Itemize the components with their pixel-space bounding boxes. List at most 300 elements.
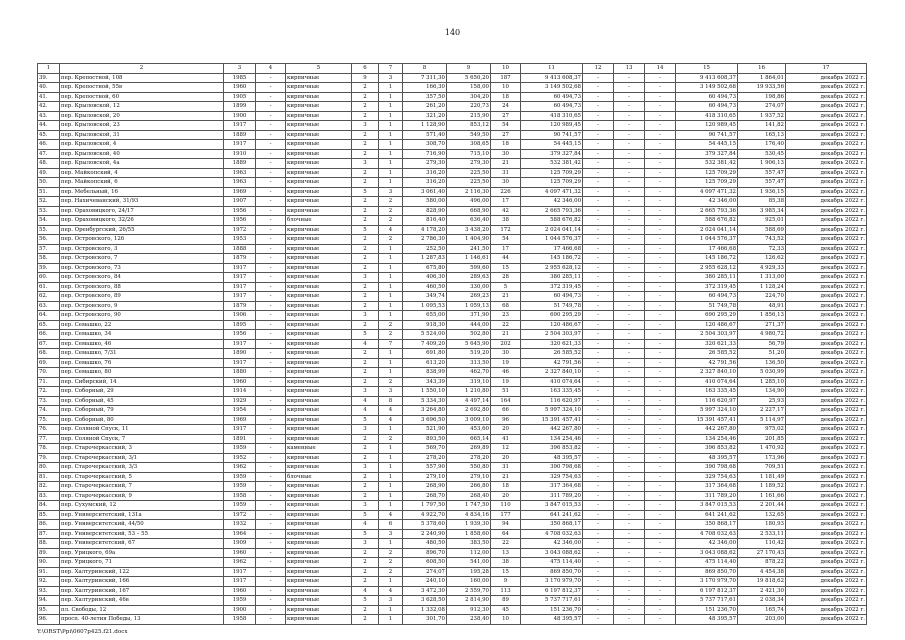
cell-row-number: 82. bbox=[38, 482, 60, 492]
table-row bbox=[38, 434, 867, 444]
cell-total-area: 4 178,20 bbox=[403, 225, 447, 235]
cell-col-14: - bbox=[645, 520, 676, 530]
cell-address: пер. Ораховицкого, 24/17 bbox=[60, 206, 224, 216]
table-row bbox=[38, 254, 867, 264]
cell-col-13: - bbox=[614, 263, 645, 273]
cell-col-14: - bbox=[645, 491, 676, 501]
cell-col-12: - bbox=[583, 178, 614, 188]
cell-col-4: - bbox=[256, 92, 286, 102]
cell-living-area: 2 116,30 bbox=[447, 187, 491, 197]
cell-residents: 30 bbox=[491, 349, 521, 359]
cell-year-built: 1879 bbox=[224, 254, 256, 264]
cell-cost-total: 145 186,72 bbox=[521, 254, 583, 264]
cell-col-12: - bbox=[583, 586, 614, 596]
cell-cost-per-sqm: 198,86 bbox=[738, 92, 786, 102]
cell-entrances: 1 bbox=[379, 178, 403, 188]
cell-col-12: - bbox=[583, 501, 614, 511]
cell-col-14: - bbox=[645, 615, 676, 625]
cell-col-4: - bbox=[256, 406, 286, 416]
cell-total-area: 343,39 bbox=[403, 377, 447, 387]
cell-deadline: декабрь 2022 г. bbox=[786, 83, 867, 93]
cell-cost-total: 2 665 793,36 bbox=[521, 206, 583, 216]
cell-residents: 38 bbox=[491, 558, 521, 568]
cell-year-built: 1907 bbox=[224, 197, 256, 207]
cell-address: пер. Семашко, 46 bbox=[60, 339, 224, 349]
cell-living-area: 549,50 bbox=[447, 130, 491, 140]
cell-col-4: - bbox=[256, 472, 286, 482]
cell-row-number: 85. bbox=[38, 510, 60, 520]
cell-cost-total: 690 295,29 bbox=[521, 311, 583, 321]
table-row bbox=[38, 320, 867, 330]
cell-residents: 22 bbox=[491, 539, 521, 549]
cell-address: пер. Островского, 73 bbox=[60, 263, 224, 273]
cell-address: пер. Крепостной, 60 bbox=[60, 92, 224, 102]
cell-cost-total: 3 149 502,68 bbox=[521, 83, 583, 93]
cell-entrances: 1 bbox=[379, 292, 403, 302]
cell-cost-final: 120 989,45 bbox=[676, 121, 738, 131]
document-file-path: Y:\ORST\Ppi\0607p425.f21.docx bbox=[37, 629, 128, 635]
cell-cost-final: 48 395,57 bbox=[676, 615, 738, 625]
cell-cost-final: 54 445,15 bbox=[676, 140, 738, 150]
cell-total-area: 7 409,20 bbox=[403, 339, 447, 349]
cell-col-12: - bbox=[583, 444, 614, 454]
cell-entrances: 4 bbox=[379, 510, 403, 520]
table-row bbox=[38, 149, 867, 159]
cell-residents: 38 bbox=[491, 216, 521, 226]
cell-address: пер. Университетский, 67 bbox=[60, 539, 224, 549]
cell-row-number: 78. bbox=[38, 444, 60, 454]
cell-cost-total: 17 466,68 bbox=[521, 244, 583, 254]
cell-col-14: - bbox=[645, 415, 676, 425]
cell-col-14: - bbox=[645, 197, 676, 207]
cell-wall-material: кирпичные bbox=[286, 406, 352, 416]
cell-cost-final: 134 254,46 bbox=[676, 434, 738, 444]
cell-row-number: 51. bbox=[38, 187, 60, 197]
cell-address: пер. Крыловской, 31 bbox=[60, 130, 224, 140]
cell-deadline: декабрь 2022 г. bbox=[786, 491, 867, 501]
cell-floors: 5 bbox=[352, 187, 379, 197]
cell-floors: 2 bbox=[352, 567, 379, 577]
cell-floors: 2 bbox=[352, 472, 379, 482]
cell-cost-final: 2 504 303,97 bbox=[676, 330, 738, 340]
cell-col-4: - bbox=[256, 368, 286, 378]
cell-address: пер. Соляной Спуск, 11 bbox=[60, 425, 224, 435]
cell-cost-total: 134 254,46 bbox=[521, 434, 583, 444]
cell-entrances: 4 bbox=[379, 225, 403, 235]
cell-residents: 41 bbox=[491, 434, 521, 444]
cell-address: пер. Крыловской, 23 bbox=[60, 121, 224, 131]
cell-deadline: декабрь 2022 г. bbox=[786, 444, 867, 454]
cell-col-12: - bbox=[583, 358, 614, 368]
cell-year-built: 1879 bbox=[224, 301, 256, 311]
column-number-11: 11 bbox=[521, 64, 583, 74]
cell-total-area: 5 334,30 bbox=[403, 396, 447, 406]
cell-entrances: 1 bbox=[379, 159, 403, 169]
cell-col-4: - bbox=[256, 415, 286, 425]
cell-entrances: 3 bbox=[379, 529, 403, 539]
cell-residents: 177 bbox=[491, 510, 521, 520]
cell-wall-material: кирпичные bbox=[286, 73, 352, 83]
cell-wall-material: кирпичные bbox=[286, 254, 352, 264]
cell-wall-material: кирпичные bbox=[286, 235, 352, 245]
table-row bbox=[38, 244, 867, 254]
cell-col-14: - bbox=[645, 425, 676, 435]
cell-deadline: декабрь 2022 г. bbox=[786, 377, 867, 387]
cell-cost-final: 475 114,40 bbox=[676, 558, 738, 568]
cell-entrances: 1 bbox=[379, 605, 403, 615]
table-row bbox=[38, 140, 867, 150]
cell-cost-total: 1 044 576,37 bbox=[521, 235, 583, 245]
cell-entrances: 1 bbox=[379, 491, 403, 501]
cell-cost-final: 320 621,33 bbox=[676, 339, 738, 349]
cell-deadline: декабрь 2022 г. bbox=[786, 520, 867, 530]
table-row bbox=[38, 130, 867, 140]
cell-wall-material: кирпичные bbox=[286, 121, 352, 131]
cell-col-14: - bbox=[645, 178, 676, 188]
cell-cost-total: 641 241,62 bbox=[521, 510, 583, 520]
cell-entrances: 2 bbox=[379, 567, 403, 577]
cell-wall-material: кирпичные bbox=[286, 301, 352, 311]
cell-address: пер. Майкопский, 4 bbox=[60, 168, 224, 178]
cell-address: пер. Урицкого, 69а bbox=[60, 548, 224, 558]
cell-col-13: - bbox=[614, 130, 645, 140]
cell-year-built: 1880 bbox=[224, 368, 256, 378]
cell-floors: 2 bbox=[352, 491, 379, 501]
table-row bbox=[38, 358, 867, 368]
cell-address: пер. Нахичеванский, 31/93 bbox=[60, 197, 224, 207]
cell-col-13: - bbox=[614, 339, 645, 349]
cell-total-area: 316,20 bbox=[403, 178, 447, 188]
cell-deadline: декабрь 2022 г. bbox=[786, 596, 867, 606]
cell-wall-material: кирпичные bbox=[286, 539, 352, 549]
cell-total-area: 691,80 bbox=[403, 349, 447, 359]
cell-total-area: 268,90 bbox=[403, 482, 447, 492]
cell-deadline: декабрь 2022 г. bbox=[786, 263, 867, 273]
cell-year-built: 1962 bbox=[224, 558, 256, 568]
cell-col-13: - bbox=[614, 330, 645, 340]
cell-entrances: 3 bbox=[379, 187, 403, 197]
cell-col-14: - bbox=[645, 140, 676, 150]
cell-col-14: - bbox=[645, 254, 676, 264]
cell-entrances: 1 bbox=[379, 539, 403, 549]
cell-col-4: - bbox=[256, 453, 286, 463]
cell-total-area: 2 240,90 bbox=[403, 529, 447, 539]
column-number-9: 9 bbox=[447, 64, 491, 74]
cell-col-4: - bbox=[256, 244, 286, 254]
cell-col-13: - bbox=[614, 187, 645, 197]
cell-cost-per-sqm: 1 128,24 bbox=[738, 282, 786, 292]
cell-deadline: декабрь 2022 г. bbox=[786, 159, 867, 169]
cell-entrances: 1 bbox=[379, 368, 403, 378]
cell-address: пер. Майкопский, 6 bbox=[60, 178, 224, 188]
cell-col-14: - bbox=[645, 320, 676, 330]
cell-col-14: - bbox=[645, 501, 676, 511]
cell-row-number: 77. bbox=[38, 434, 60, 444]
cell-living-area: 1 858,60 bbox=[447, 529, 491, 539]
cell-cost-final: 60 494,73 bbox=[676, 102, 738, 112]
cell-address: пл. Свободы, 12 bbox=[60, 605, 224, 615]
cell-wall-material: кирпичные bbox=[286, 596, 352, 606]
cell-cost-total: 60 494,73 bbox=[521, 102, 583, 112]
cell-deadline: декабрь 2022 г. bbox=[786, 529, 867, 539]
cell-deadline: декабрь 2022 г. bbox=[786, 358, 867, 368]
cell-row-number: 93. bbox=[38, 586, 60, 596]
cell-deadline: декабрь 2022 г. bbox=[786, 320, 867, 330]
table-row bbox=[38, 605, 867, 615]
cell-col-13: - bbox=[614, 501, 645, 511]
cell-wall-material: кирпичные bbox=[286, 463, 352, 473]
cell-residents: 19 bbox=[491, 358, 521, 368]
cell-living-area: 266,80 bbox=[447, 482, 491, 492]
cell-wall-material: блочные bbox=[286, 216, 352, 226]
cell-cost-per-sqm: 975,02 bbox=[738, 425, 786, 435]
cell-col-13: - bbox=[614, 178, 645, 188]
cell-address: пер. Островского, 7 bbox=[60, 254, 224, 264]
cell-col-13: - bbox=[614, 273, 645, 283]
cell-col-12: - bbox=[583, 491, 614, 501]
cell-cost-final: 163 335,45 bbox=[676, 387, 738, 397]
cell-address: пер. Крыловской, 4а bbox=[60, 159, 224, 169]
cell-wall-material: кирпичные bbox=[286, 387, 352, 397]
cell-row-number: 94. bbox=[38, 596, 60, 606]
cell-cost-total: 390 798,68 bbox=[521, 463, 583, 473]
cell-col-12: - bbox=[583, 615, 614, 625]
cell-col-4: - bbox=[256, 501, 286, 511]
cell-row-number: 66. bbox=[38, 330, 60, 340]
cell-col-12: - bbox=[583, 320, 614, 330]
cell-col-4: - bbox=[256, 273, 286, 283]
cell-col-12: - bbox=[583, 349, 614, 359]
cell-entrances: 1 bbox=[379, 83, 403, 93]
cell-cost-final: 15 391 457,41 bbox=[676, 415, 738, 425]
cell-deadline: декабрь 2022 г. bbox=[786, 339, 867, 349]
cell-col-14: - bbox=[645, 567, 676, 577]
cell-cost-final: 641 241,62 bbox=[676, 510, 738, 520]
cell-entrances: 1 bbox=[379, 149, 403, 159]
cell-col-4: - bbox=[256, 235, 286, 245]
cell-col-12: - bbox=[583, 244, 614, 254]
cell-total-area: 316,20 bbox=[403, 168, 447, 178]
column-number-7: 7 bbox=[379, 64, 403, 74]
cell-col-4: - bbox=[256, 301, 286, 311]
cell-col-12: - bbox=[583, 605, 614, 615]
cell-cost-total: 379 327,84 bbox=[521, 149, 583, 159]
cell-address: пер. Халтуринский, 122 bbox=[60, 567, 224, 577]
cell-residents: 30 bbox=[491, 178, 521, 188]
cell-cost-per-sqm: 201,85 bbox=[738, 434, 786, 444]
cell-year-built: 1956 bbox=[224, 206, 256, 216]
cell-col-14: - bbox=[645, 187, 676, 197]
cell-wall-material: кирпичные bbox=[286, 586, 352, 596]
cell-cost-total: 869 850,70 bbox=[521, 567, 583, 577]
cell-deadline: декабрь 2022 г. bbox=[786, 472, 867, 482]
cell-living-area: 715,10 bbox=[447, 149, 491, 159]
cell-living-area: 225,50 bbox=[447, 178, 491, 188]
cell-cost-final: 90 741,57 bbox=[676, 130, 738, 140]
cell-cost-per-sqm: 1 856,13 bbox=[738, 311, 786, 321]
cell-col-14: - bbox=[645, 149, 676, 159]
cell-cost-per-sqm: 1 937,52 bbox=[738, 111, 786, 121]
cell-year-built: 1985 bbox=[224, 73, 256, 83]
column-number-2: 2 bbox=[60, 64, 224, 74]
cell-residents: 21 bbox=[491, 472, 521, 482]
cell-floors: 5 bbox=[352, 415, 379, 425]
cell-entrances: 3 bbox=[379, 387, 403, 397]
cell-deadline: декабрь 2022 г. bbox=[786, 605, 867, 615]
cell-col-12: - bbox=[583, 159, 614, 169]
table-row bbox=[38, 92, 867, 102]
table-row bbox=[38, 282, 867, 292]
housing-table bbox=[37, 63, 867, 625]
cell-living-area: 289,63 bbox=[447, 273, 491, 283]
cell-row-number: 80. bbox=[38, 463, 60, 473]
cell-cost-final: 42 346,00 bbox=[676, 539, 738, 549]
cell-living-area: 330,00 bbox=[447, 282, 491, 292]
cell-cost-per-sqm: 1 864,01 bbox=[738, 73, 786, 83]
cell-cost-final: 6 197 812,37 bbox=[676, 586, 738, 596]
cell-col-13: - bbox=[614, 140, 645, 150]
cell-total-area: 268,70 bbox=[403, 491, 447, 501]
cell-living-area: 195,28 bbox=[447, 567, 491, 577]
cell-address: пер. Университетский, 44/50 bbox=[60, 520, 224, 530]
table-row bbox=[38, 187, 867, 197]
cell-year-built: 1969 bbox=[224, 187, 256, 197]
cell-col-4: - bbox=[256, 425, 286, 435]
cell-address: пер. Крыловской, 20 bbox=[60, 111, 224, 121]
cell-col-4: - bbox=[256, 292, 286, 302]
cell-col-12: - bbox=[583, 434, 614, 444]
cell-year-built: 1905 bbox=[224, 92, 256, 102]
cell-total-area: 261,20 bbox=[403, 102, 447, 112]
cell-cost-final: 2 327 840,10 bbox=[676, 368, 738, 378]
cell-col-12: - bbox=[583, 482, 614, 492]
cell-total-area: 279,30 bbox=[403, 159, 447, 169]
cell-cost-total: 60 494,73 bbox=[521, 292, 583, 302]
cell-col-14: - bbox=[645, 130, 676, 140]
cell-col-13: - bbox=[614, 406, 645, 416]
cell-deadline: декабрь 2022 г. bbox=[786, 254, 867, 264]
cell-row-number: 44. bbox=[38, 121, 60, 131]
cell-wall-material: кирпичные bbox=[286, 425, 352, 435]
cell-col-14: - bbox=[645, 339, 676, 349]
cell-address: пер. Мебельный, 16 bbox=[60, 187, 224, 197]
cell-living-area: 2 559,70 bbox=[447, 586, 491, 596]
cell-wall-material: кирпичные bbox=[286, 187, 352, 197]
column-number-5: 5 bbox=[286, 64, 352, 74]
cell-cost-total: 311 789,20 bbox=[521, 491, 583, 501]
cell-entrances: 1 bbox=[379, 130, 403, 140]
cell-address: пер. Островского, 88 bbox=[60, 282, 224, 292]
cell-address: пер. Халтуринский, 166 bbox=[60, 577, 224, 587]
cell-col-14: - bbox=[645, 349, 676, 359]
cell-floors: 2 bbox=[352, 92, 379, 102]
cell-row-number: 55. bbox=[38, 225, 60, 235]
table-row bbox=[38, 339, 867, 349]
cell-cost-final: 5 737 717,61 bbox=[676, 596, 738, 606]
column-number-8: 8 bbox=[403, 64, 447, 74]
cell-residents: 18 bbox=[491, 482, 521, 492]
cell-entrances: 2 bbox=[379, 216, 403, 226]
table-row bbox=[38, 273, 867, 283]
cell-living-area: 519,20 bbox=[447, 349, 491, 359]
cell-row-number: 59. bbox=[38, 263, 60, 273]
cell-floors: 2 bbox=[352, 482, 379, 492]
cell-residents: 19 bbox=[491, 377, 521, 387]
cell-floors: 4 bbox=[352, 396, 379, 406]
cell-col-12: - bbox=[583, 73, 614, 83]
cell-total-area: 896,70 bbox=[403, 548, 447, 558]
column-number-15: 15 bbox=[676, 64, 738, 74]
cell-floors: 4 bbox=[352, 586, 379, 596]
cell-residents: 64 bbox=[491, 529, 521, 539]
cell-col-14: - bbox=[645, 396, 676, 406]
cell-cost-per-sqm: 2 533,11 bbox=[738, 529, 786, 539]
cell-year-built: 1917 bbox=[224, 121, 256, 131]
cell-year-built: 1914 bbox=[224, 387, 256, 397]
cell-entrances: 2 bbox=[379, 330, 403, 340]
cell-living-area: 279,30 bbox=[447, 159, 491, 169]
cell-floors: 3 bbox=[352, 159, 379, 169]
cell-col-13: - bbox=[614, 83, 645, 93]
cell-deadline: декабрь 2022 г. bbox=[786, 330, 867, 340]
cell-deadline: декабрь 2022 г. bbox=[786, 415, 867, 425]
cell-col-4: - bbox=[256, 121, 286, 131]
cell-wall-material: кирпичные bbox=[286, 140, 352, 150]
cell-cost-per-sqm: 1 906,13 bbox=[738, 159, 786, 169]
cell-cost-total: 116 620,97 bbox=[521, 396, 583, 406]
cell-year-built: 1910 bbox=[224, 149, 256, 159]
cell-floors: 2 bbox=[352, 292, 379, 302]
cell-total-area: 838,99 bbox=[403, 368, 447, 378]
cell-col-12: - bbox=[583, 263, 614, 273]
cell-year-built: 1906 bbox=[224, 311, 256, 321]
cell-row-number: 60. bbox=[38, 273, 60, 283]
cell-year-built: 1969 bbox=[224, 415, 256, 425]
cell-wall-material: кирпичные bbox=[286, 368, 352, 378]
cell-col-4: - bbox=[256, 520, 286, 530]
cell-col-12: - bbox=[583, 387, 614, 397]
cell-row-number: 83. bbox=[38, 491, 60, 501]
cell-col-14: - bbox=[645, 292, 676, 302]
cell-col-14: - bbox=[645, 529, 676, 539]
cell-year-built: 1960 bbox=[224, 377, 256, 387]
cell-cost-per-sqm: 1 161,66 bbox=[738, 491, 786, 501]
cell-row-number: 48. bbox=[38, 159, 60, 169]
cell-row-number: 57. bbox=[38, 244, 60, 254]
cell-col-4: - bbox=[256, 339, 286, 349]
cell-cost-final: 145 186,72 bbox=[676, 254, 738, 264]
table-row bbox=[38, 330, 867, 340]
cell-residents: 15 bbox=[491, 567, 521, 577]
cell-wall-material: кирпичные bbox=[286, 320, 352, 330]
cell-row-number: 49. bbox=[38, 168, 60, 178]
cell-floors: 3 bbox=[352, 387, 379, 397]
cell-year-built: 1917 bbox=[224, 577, 256, 587]
cell-cost-per-sqm: 588,69 bbox=[738, 225, 786, 235]
cell-wall-material: кирпичные bbox=[286, 206, 352, 216]
cell-row-number: 92. bbox=[38, 577, 60, 587]
cell-cost-final: 869 850,70 bbox=[676, 567, 738, 577]
cell-col-4: - bbox=[256, 330, 286, 340]
cell-residents: 66 bbox=[491, 406, 521, 416]
cell-living-area: 319,10 bbox=[447, 377, 491, 387]
cell-living-area: 238,40 bbox=[447, 615, 491, 625]
cell-col-13: - bbox=[614, 539, 645, 549]
cell-living-area: 278,20 bbox=[447, 453, 491, 463]
cell-col-14: - bbox=[645, 282, 676, 292]
cell-col-12: - bbox=[583, 339, 614, 349]
column-number-14: 14 bbox=[645, 64, 676, 74]
